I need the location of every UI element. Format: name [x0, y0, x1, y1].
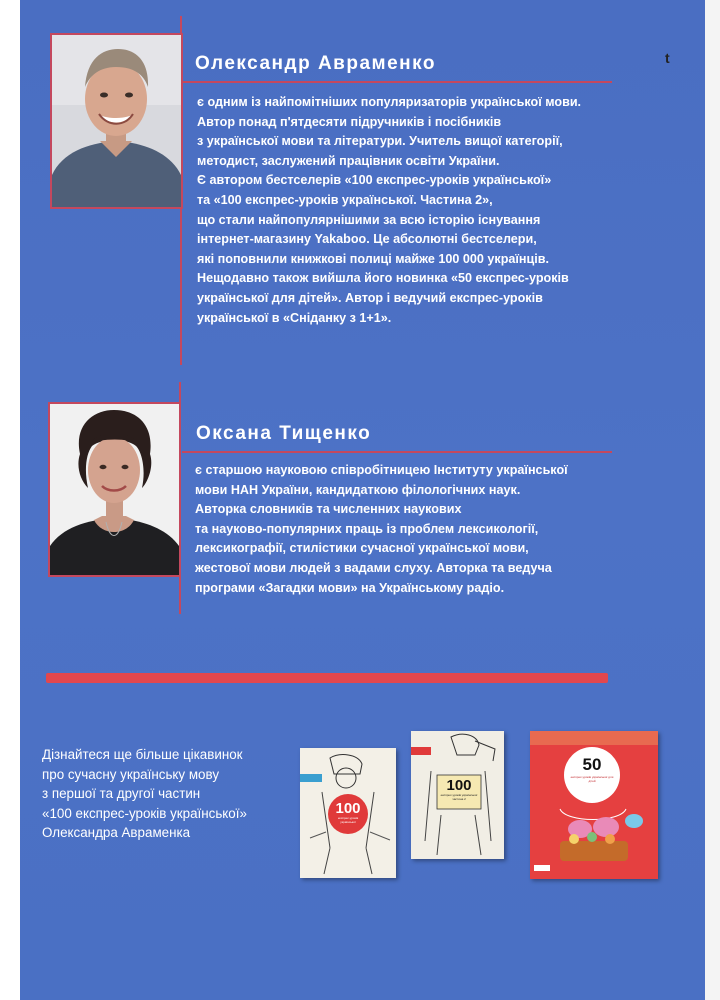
promo-line: з першої та другої частин — [42, 786, 201, 801]
book2-number: 100 — [446, 777, 472, 794]
author2-bio — [195, 461, 568, 598]
author1-bio-line: які поповнили книжкові полиці майже 100 000 українців. — [197, 251, 550, 266]
red-divider-bar — [46, 673, 608, 683]
author1-portrait-image — [52, 35, 181, 207]
author1-bio-line: української в «Сніданку з 1+1». — [197, 310, 392, 325]
author1-bio-line: української для дітей». Автор і ведучий експрес-уроків — [197, 290, 543, 305]
book-cover-100-part1 — [300, 748, 396, 878]
author2-bio-line: та науково-популярних праць із проблем лексикології, — [195, 521, 539, 536]
author1-bio — [197, 93, 581, 328]
author2-bio-line: лексикографії, стилістики сучасної української мови, — [195, 541, 529, 556]
promo-line: «100 експрес-уроків української» — [42, 805, 247, 821]
divider-horizontal-1 — [182, 81, 612, 83]
promo-line: Дізнайтеся ще більше цікавинок — [42, 747, 243, 762]
page-marker: t — [665, 50, 670, 66]
book1-title: експрес-уроків української — [337, 816, 359, 824]
author1-bio-line: Нещодавно також вийшла його новинка «50 експрес-уроків — [197, 271, 569, 286]
promo-line: про сучасну українську мову — [42, 766, 220, 782]
author1-bio-line: що стали найпопулярнішими за всю історію існування — [197, 212, 541, 227]
author1-bio-line: інтернет-магазину Yakaboo. Це абсолютні бестселери, — [197, 232, 537, 247]
promo-line: Олександра Авраменка — [42, 825, 191, 840]
book2-title: експрес-уроків української частина 2 — [440, 793, 478, 801]
author2-name: Оксана Тищенко — [196, 423, 372, 444]
author1-bio-line: методист, заслужений працівник освіти України. — [197, 153, 500, 168]
book3-number: 50 — [582, 755, 602, 774]
author2-portrait-image — [50, 404, 179, 575]
author1-bio-line: є одним із найпомітніших популяризаторів української мови. — [197, 95, 582, 109]
book-cover-50-kids — [530, 731, 658, 879]
author1-bio-line: Автор понад п'ятдесяти підручників і посібників — [197, 114, 502, 129]
book-cover-100-part2 — [411, 731, 504, 859]
author2-bio-line: мови НАН України, кандидаткою філологічних наук. — [195, 482, 521, 497]
page-background — [20, 0, 705, 1000]
author1-bio-line: Є автором бестселерів «100 експрес-уроків української» — [197, 173, 552, 188]
book3-illustration — [530, 731, 658, 879]
page-edge — [705, 0, 720, 1000]
author2-bio-line: жестової мови людей з вадами слуху. Авторка та ведуча — [195, 560, 552, 575]
author1-bio-line: та «100 експрес-уроків української. Частина 2», — [197, 192, 493, 207]
author2-bio-line: Авторка словників та численних наукових — [195, 502, 462, 517]
author1-name: Олександр Авраменко — [195, 53, 436, 74]
promo-text — [42, 745, 247, 843]
divider-horizontal-2 — [182, 451, 612, 453]
author2-bio-line: є старшою науковою співробітницею Інституту української — [195, 463, 568, 477]
book3-title: експрес-уроків української для дітей — [570, 775, 614, 783]
author1-bio-line: з української мови та літератури. Учитель вищої категорії, — [197, 134, 563, 149]
author2-bio-line: програми «Загадки мови» на Українському радіо. — [195, 580, 505, 595]
author2-photo — [48, 402, 181, 577]
book1-number: 100 — [335, 800, 361, 817]
author1-photo — [50, 33, 183, 209]
